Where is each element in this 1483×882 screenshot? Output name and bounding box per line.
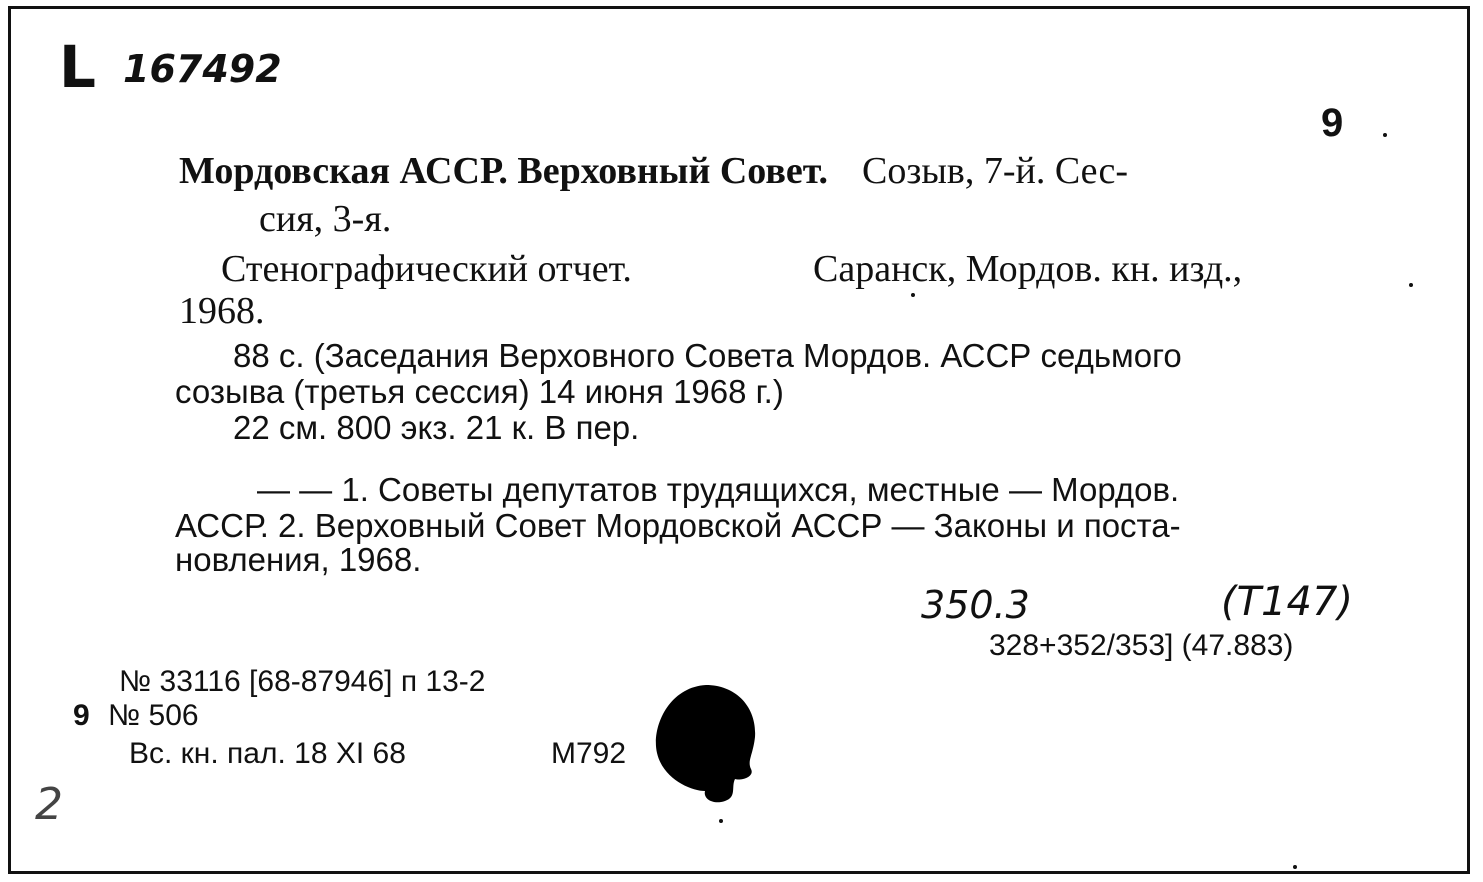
description-line-1: 88 с. (Заседания Верховного Совета Мордов. АССР седьмого [233,337,1182,374]
speck [911,293,915,297]
subjects-line-2: АССР. 2. Верховный Совет Мордовской АССР — Законы и поста- [175,507,1181,544]
footer-line-3-left: Вс. кн. пал. 18 XI 68 [129,737,406,770]
heading-rest: Созыв, 7-й. Сес- [862,150,1128,192]
year: 1968. [179,290,265,332]
corner-stamp: L [59,33,96,101]
footer-line-2-prefix: 9 [73,699,90,732]
physical-description: 22 см. 800 экз. 21 к. В пер. [233,409,640,446]
heading-line-1 [179,149,1128,193]
classification-handwritten-right: (T147) [1221,579,1353,625]
subjects-line-3: новления, 1968. [175,541,422,578]
speck [1383,133,1387,137]
heading-line-2: сия, 3-я. [259,198,392,240]
speck [719,819,723,823]
footer-line-2 [73,699,199,733]
classification-printed: 328+352/353] (47.883) [989,629,1294,662]
footer-line-1: № 33116 [68-87946] п 13-2 [119,665,486,698]
speck [1409,283,1413,287]
description-line-2: созыва (третья сессия) 14 июня 1968 г.) [175,373,784,410]
footer-line-3-right: М792 [551,737,627,770]
speck [1293,865,1297,869]
pencil-mark: 2 [35,779,63,830]
heading-bold: Мордовская АССР. Верховный Совет. [179,150,829,192]
index-number: 9 [1321,101,1344,145]
title-left: Стенографический отчет. [221,248,632,290]
catalog-card [8,6,1470,874]
classification-handwritten: 350.3 [921,583,1030,627]
corner-number: 167492 [123,47,282,91]
ink-blot [651,681,761,806]
publisher: Саранск, Мордов. кн. изд., [813,248,1243,290]
footer-line-2-text: № 506 [108,699,199,732]
subjects-line-1: — — 1. Советы депутатов трудящихся, местные — Мордов. [257,471,1180,508]
